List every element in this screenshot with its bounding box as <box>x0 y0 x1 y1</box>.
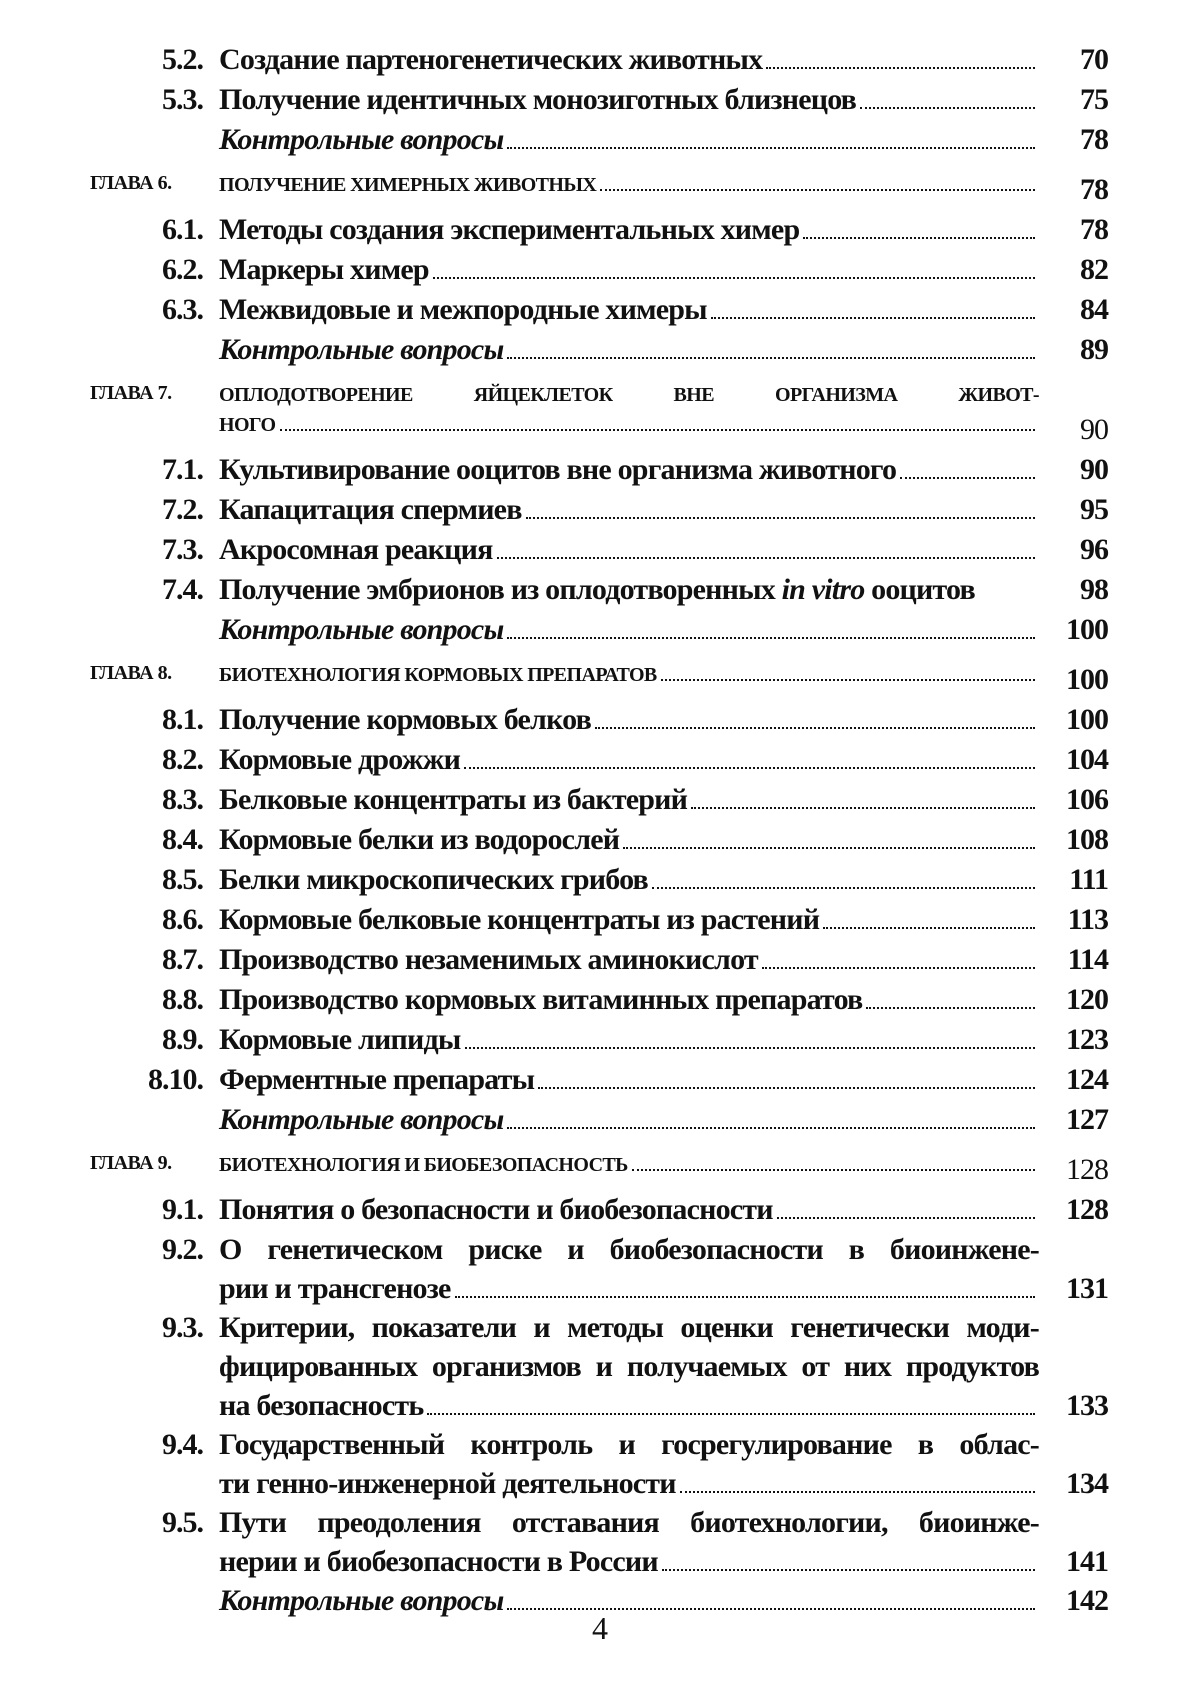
toc-entry <box>0 530 1200 570</box>
leader-dots <box>632 1169 1035 1171</box>
chapter-title: ОПЛОДОТВОРЕНИЕ ЯЙЦЕКЛЕТОК ВНЕ ОРГАНИЗМА ЖИВОТ- НОГО <box>219 384 1039 436</box>
page-number: 111 <box>1069 863 1108 896</box>
leader-dots <box>661 679 1035 681</box>
section-title: Маркеры химер <box>219 250 1039 289</box>
leader-dots <box>860 107 1035 109</box>
toc-chapter <box>0 160 1200 210</box>
section-title: Контрольные вопросы <box>219 330 1039 369</box>
leader-dots <box>691 807 1035 809</box>
section-title: Кормовые липиды <box>219 1020 1039 1059</box>
section-title: Производство кормовых витаминных препаратов <box>219 980 1039 1019</box>
page-number: 114 <box>1067 943 1108 976</box>
toc-entry-questions <box>0 610 1200 650</box>
section-title: Кормовые дрожжи <box>219 740 1039 779</box>
page-number: 133 <box>1066 1389 1108 1422</box>
section-title: Культивирование ооцитов вне организма животного <box>219 450 1039 489</box>
toc-entry <box>0 820 1200 860</box>
page-number: 123 <box>1066 1023 1108 1056</box>
section-title: Производство незаменимых аминокислот <box>219 940 1039 979</box>
toc-chapter <box>0 650 1200 700</box>
section-title: Контрольные вопросы <box>219 610 1039 649</box>
section-number: 7.3. <box>162 533 203 566</box>
page-number: 96 <box>1080 533 1108 566</box>
page-number: 131 <box>1066 1272 1108 1305</box>
page-number: 78 <box>1080 123 1108 156</box>
page-number: 120 <box>1066 983 1108 1016</box>
section-title: Белки микроскопических грибов <box>219 860 1039 899</box>
leader-dots <box>427 1413 1035 1415</box>
leader-dots <box>507 147 1035 149</box>
chapter-label: ГЛАВА 9. <box>90 1152 172 1174</box>
page-number: 90 <box>1080 453 1108 486</box>
section-number: 9.2. <box>162 1233 203 1266</box>
section-title: Государственный контроль и госрегулирование в облас- ти генно-инженерной деятельности <box>219 1428 1039 1500</box>
toc-entry <box>0 570 1200 610</box>
section-number: 8.7. <box>162 943 203 976</box>
page-number: 106 <box>1066 783 1108 816</box>
section-title: Акросомная реакция <box>219 530 1039 569</box>
leader-dots <box>507 357 1035 359</box>
toc-entry-questions <box>0 330 1200 370</box>
section-number: 8.5. <box>162 863 203 896</box>
section-title: Контрольные вопросы <box>219 1100 1039 1139</box>
section-title: Капацитация спермиев <box>219 490 1039 529</box>
section-number: 8.4. <box>162 823 203 856</box>
leader-dots <box>803 237 1035 239</box>
page-number: 100 <box>1066 613 1108 646</box>
leader-dots <box>823 927 1035 929</box>
section-number: 7.4. <box>162 573 203 606</box>
toc-entry <box>0 860 1200 900</box>
section-title: Критерии, показатели и методы оценки генетически моди- фицированных организмов и получаемых от них продуктов на безопасность <box>219 1311 1039 1422</box>
section-number: 8.9. <box>162 1023 203 1056</box>
page-number: 127 <box>1066 1103 1108 1136</box>
section-number: 8.10. <box>148 1063 203 1096</box>
leader-dots <box>680 1491 1035 1493</box>
page-number: 70 <box>1080 43 1108 76</box>
section-number: 6.2. <box>162 253 203 286</box>
section-title: Ферментные препараты <box>219 1060 1039 1099</box>
toc-entry <box>0 40 1200 80</box>
page-number: 142 <box>1066 1584 1108 1617</box>
toc-entry <box>0 1190 1200 1230</box>
section-number: 8.8. <box>162 983 203 1016</box>
toc-entry <box>0 80 1200 120</box>
section-title: Понятия о безопасности и биобезопасности <box>219 1190 1039 1229</box>
page-number: 90 <box>1080 413 1108 446</box>
page-number: 100 <box>1066 703 1108 736</box>
leader-dots <box>762 967 1035 969</box>
section-title: Получение идентичных монозиготных близнецов <box>219 80 1039 119</box>
page-footer-number: 4 <box>592 1610 608 1646</box>
section-number: 9.3. <box>162 1311 203 1344</box>
section-title: Контрольные вопросы <box>219 120 1039 159</box>
page-number: 128 <box>1066 1193 1108 1226</box>
toc-entry <box>0 490 1200 530</box>
toc-entry <box>0 700 1200 740</box>
leader-dots <box>652 887 1035 889</box>
leader-dots <box>600 189 1035 191</box>
page-number: 113 <box>1067 903 1108 936</box>
page-number: 100 <box>1066 663 1108 696</box>
leader-dots <box>777 1217 1035 1219</box>
section-title: Получение кормовых белков <box>219 700 1039 739</box>
chapter-title: БИОТЕХНОЛОГИЯ И БИОБЕЗОПАСНОСТЬ <box>219 1150 1039 1180</box>
leader-dots <box>497 557 1035 559</box>
page-number: 82 <box>1080 253 1108 286</box>
leader-dots <box>711 317 1035 319</box>
section-number: 9.5. <box>162 1506 203 1539</box>
section-title: Кормовые белки из водорослей <box>219 820 1039 859</box>
section-number: 9.1. <box>162 1193 203 1226</box>
page-number: 78 <box>1080 213 1108 246</box>
page-number: 134 <box>1066 1467 1108 1500</box>
toc-entry <box>0 980 1200 1020</box>
section-title: Белковые концентраты из бактерий <box>219 780 1039 819</box>
toc-chapter <box>0 1140 1200 1190</box>
section-title: Контрольные вопросы <box>219 1581 1039 1620</box>
toc-entry <box>0 250 1200 290</box>
toc-entry <box>0 1020 1200 1060</box>
page-number: 108 <box>1066 823 1108 856</box>
leader-dots <box>526 517 1035 519</box>
leader-dots <box>766 67 1035 69</box>
leader-dots <box>623 847 1035 849</box>
page-number: 104 <box>1066 743 1108 776</box>
toc-entry <box>0 290 1200 330</box>
section-number: 6.1. <box>162 213 203 246</box>
section-title: Создание партеногенетических животных <box>219 40 1039 79</box>
toc-entry <box>0 740 1200 780</box>
toc-entry-questions <box>0 120 1200 160</box>
leader-dots <box>900 477 1035 479</box>
toc-entry <box>0 450 1200 490</box>
chapter-title: ПОЛУЧЕНИЕ ХИМЕРНЫХ ЖИВОТНЫХ <box>219 170 1039 200</box>
section-number: 5.2. <box>162 43 203 76</box>
section-number: 7.2. <box>162 493 203 526</box>
toc-entry <box>0 940 1200 980</box>
leader-dots <box>465 1047 1035 1049</box>
section-title: Пути преодоления отставания биотехнологии, биоинже- нерии и биобезопасности в России <box>219 1506 1039 1578</box>
section-number: 6.3. <box>162 293 203 326</box>
section-title: О генетическом риске и биобезопасности в биоинжене- рии и трансгенозе <box>219 1233 1039 1305</box>
section-number: 8.2. <box>162 743 203 776</box>
section-number: 7.1. <box>162 453 203 486</box>
chapter-label: ГЛАВА 6. <box>90 172 172 194</box>
toc-entry <box>0 900 1200 940</box>
chapter-label: ГЛАВА 8. <box>90 662 172 684</box>
toc-entry-questions <box>0 1100 1200 1140</box>
toc-entry <box>0 1425 1200 1503</box>
chapter-title: БИОТЕХНОЛОГИЯ КОРМОВЫХ ПРЕПАРАТОВ <box>219 660 1039 690</box>
section-title: Методы создания экспериментальных химер <box>219 210 1039 249</box>
leader-dots <box>595 727 1035 729</box>
page-number: 98 <box>1080 573 1108 606</box>
section-title: Кормовые белковые концентраты из растений <box>219 900 1039 939</box>
toc-entry <box>0 1060 1200 1100</box>
leader-dots <box>507 637 1035 639</box>
leader-dots <box>464 767 1035 769</box>
toc-entry <box>0 210 1200 250</box>
page-number: 78 <box>1080 173 1108 206</box>
leader-dots <box>538 1087 1035 1089</box>
section-title: Межвидовые и межпородные химеры <box>219 290 1039 329</box>
leader-dots <box>507 1127 1035 1129</box>
section-title: Получение эмбрионов из оплодотворенных in vitro ооцитов <box>219 573 975 606</box>
section-number: 8.6. <box>162 903 203 936</box>
page-number: 128 <box>1066 1153 1108 1186</box>
section-number: 8.1. <box>162 703 203 736</box>
leader-dots <box>455 1296 1035 1298</box>
page-number: 84 <box>1080 293 1108 326</box>
leader-dots <box>433 277 1035 279</box>
page-number: 75 <box>1080 83 1108 116</box>
page-number: 89 <box>1080 333 1108 366</box>
toc-entry <box>0 780 1200 820</box>
leader-dots <box>662 1569 1035 1571</box>
page-number: 95 <box>1080 493 1108 526</box>
leader-dots <box>866 1007 1035 1009</box>
section-number: 8.3. <box>162 783 203 816</box>
section-number: 5.3. <box>162 83 203 116</box>
toc-entry <box>0 1503 1200 1581</box>
page-number: 124 <box>1066 1063 1108 1096</box>
leader-dots <box>280 429 1036 431</box>
toc-entry <box>0 1308 1200 1425</box>
section-number: 9.4. <box>162 1428 203 1461</box>
toc-entry <box>0 1230 1200 1308</box>
chapter-label: ГЛАВА 7. <box>90 382 172 404</box>
table-of-contents <box>0 40 1200 1621</box>
page-number: 141 <box>1066 1545 1108 1578</box>
toc-chapter <box>0 370 1200 450</box>
